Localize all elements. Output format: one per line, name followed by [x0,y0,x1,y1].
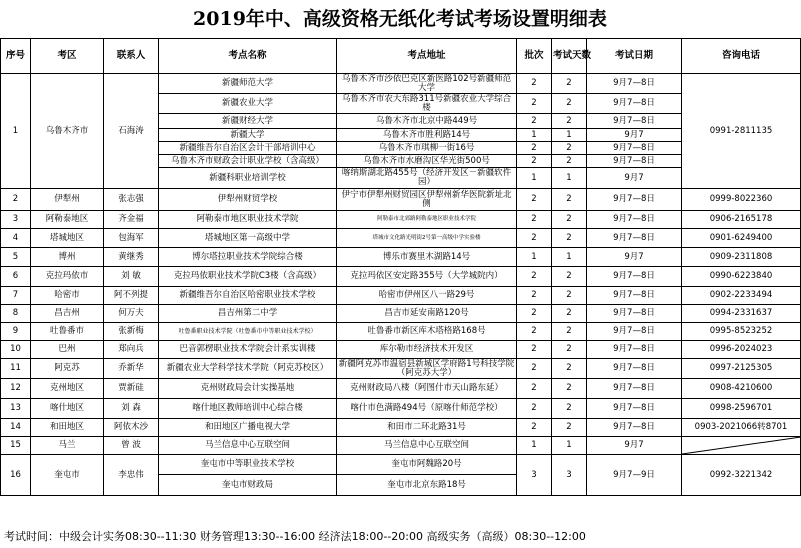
table-row [1,323,801,341]
cell-date: 9月7—8日 [587,211,682,229]
cell-date: 9月7—8日 [587,399,682,419]
cell-phone: 0909-2311808 [682,248,801,267]
table-header-row [1,39,801,74]
cell-site-addr: 乌鲁木齐市琪柳一街16号 [337,142,517,155]
cell-site-name: 塔城地区第一高级中学 [159,229,337,248]
cell-phone: 0996-2024023 [682,341,801,359]
cell-days: 3 [552,455,587,496]
cell-area: 克拉玛依市 [31,267,104,287]
cell-days: 2 [552,94,587,114]
cell-days: 2 [552,142,587,155]
table-row [1,359,801,379]
header-phone: 咨询电话 [682,39,801,74]
cell-phone: 0902-2233494 [682,287,801,305]
cell-days: 2 [552,155,587,168]
table-row [1,229,801,248]
cell-date: 9月7 [587,168,682,189]
cell-days: 1 [552,437,587,455]
cell-site-name: 克拉玛依职业技术学院C3楼（含高级） [159,267,337,287]
cell-area: 哈密市 [31,287,104,305]
cell-batch: 2 [517,379,552,399]
cell-batch: 2 [517,142,552,155]
cell-days: 2 [552,419,587,437]
cell-phone: 0994-2331637 [682,305,801,323]
table-row [1,189,801,211]
cell-date: 9月7—9日 [587,455,682,496]
cell-batch: 2 [517,155,552,168]
cell-batch: 1 [517,168,552,189]
cell-site-addr: 昌吉市延安南路120号 [337,305,517,323]
header-contact: 联系人 [104,39,159,74]
header-date: 考试日期 [587,39,682,74]
page-title: 2019年中、高级资格无纸化考试考场设置明细表 [193,8,607,30]
cell-site-addr: 乌鲁木齐市沙依巴克区新医路102号新疆师范大学 [337,74,517,94]
cell-site-addr: 阿勒泰市北郊路阿勒泰地区职业技术学院 [337,211,517,229]
cell-contact: 何万夫 [104,305,159,323]
cell-site-addr: 和田市二环北路31号 [337,419,517,437]
header-days: 考试天数 [552,39,587,74]
cell-site-addr: 乌鲁木齐市北京中路449号 [337,114,517,129]
cell-date: 9月7—8日 [587,267,682,287]
cell-contact: 刘 敏 [104,267,159,287]
cell-date: 9月7—8日 [587,189,682,211]
cell-days: 1 [552,168,587,189]
cell-days: 2 [552,189,587,211]
cell-seq: 7 [1,287,31,305]
cell-site-name: 奎屯市财政局 [159,475,337,496]
cell-contact: 曾 波 [104,437,159,455]
cell-site-name: 新疆大学 [159,129,337,142]
cell-batch: 2 [517,359,552,379]
cell-batch: 1 [517,129,552,142]
cell-days: 2 [552,267,587,287]
table-row [1,211,801,229]
cell-date: 9月7—8日 [587,155,682,168]
cell-site-addr: 奎屯市阿魏路20号 [337,455,517,475]
table-row [1,379,801,399]
cell-area: 克州地区 [31,379,104,399]
cell-seq: 8 [1,305,31,323]
cell-seq: 12 [1,379,31,399]
cell-batch: 2 [517,114,552,129]
cell-site-addr: 喀什市色满路494号（原喀什师范学校） [337,399,517,419]
cell-seq: 4 [1,229,31,248]
cell-batch: 2 [517,399,552,419]
cell-contact: 齐金福 [104,211,159,229]
cell-contact: 李忠伟 [104,455,159,496]
exam-time-note: 考试时间：中级会计实务08:30--11:30 财务管理13:30--16:00 经济法18:00--20:00 高级实务（高级）08:30--12:00 [4,530,586,543]
cell-batch: 2 [517,211,552,229]
cell-seq: 15 [1,437,31,455]
header-area: 考区 [31,39,104,74]
table-row [1,399,801,419]
table-row [1,267,801,287]
cell-days: 1 [552,248,587,267]
cell-batch: 2 [517,189,552,211]
cell-batch: 1 [517,248,552,267]
cell-batch: 2 [517,287,552,305]
cell-batch: 2 [517,419,552,437]
cell-area: 塔城地区 [31,229,104,248]
table-row [1,305,801,323]
cell-site-addr: 库尔勒市经济技术开发区 [337,341,517,359]
header-seq: 序号 [1,39,31,74]
cell-site-name: 奎屯市中等职业技术学校 [159,455,337,475]
cell-site-name: 克州财政局会计实操基地 [159,379,337,399]
cell-seq: 13 [1,399,31,419]
cell-site-name: 新疆农业大学科学技术学院（阿克苏校区） [159,359,337,379]
cell-area: 奎屯市 [31,455,104,496]
cell-site-name: 博尔塔拉职业技术学院综合楼 [159,248,337,267]
cell-days: 2 [552,399,587,419]
cell-phone: 0990-6223840 [682,267,801,287]
cell-date: 9月7 [587,437,682,455]
cell-date: 9月7—8日 [587,287,682,305]
cell-area: 博州 [31,248,104,267]
cell-contact: 黄继秀 [104,248,159,267]
cell-contact: 石海涛 [104,74,159,189]
cell-seq: 3 [1,211,31,229]
cell-date: 9月7—8日 [587,142,682,155]
cell-site-addr: 伊宁市伊犁州财贸园区伊犁州新华医院新址北侧 [337,189,517,211]
cell-site-name: 喀什地区教师培训中心综合楼 [159,399,337,419]
cell-contact: 阿不列提 [104,287,159,305]
cell-seq: 9 [1,323,31,341]
cell-batch: 2 [517,305,552,323]
table-row [1,341,801,359]
cell-area: 和田地区 [31,419,104,437]
cell-seq: 10 [1,341,31,359]
header-site-addr: 考点地址 [337,39,517,74]
cell-seq: 6 [1,267,31,287]
table-row [1,419,801,437]
cell-contact: 张新梅 [104,323,159,341]
cell-days: 2 [552,323,587,341]
cell-phone: 0997-2125305 [682,359,801,379]
table-row [1,455,801,475]
cell-days: 2 [552,229,587,248]
diagonal-line [682,437,801,454]
cell-contact: 贾新硅 [104,379,159,399]
cell-site-addr: 吐鲁番市新区库木塔格路168号 [337,323,517,341]
cell-days: 1 [552,129,587,142]
cell-days: 2 [552,359,587,379]
cell-date: 9月7—8日 [587,341,682,359]
cell-days: 2 [552,341,587,359]
cell-days: 2 [552,305,587,323]
cell-site-name: 吐鲁番职业技术学院（吐鲁番市中等职业技术学校） [159,323,337,341]
cell-contact: 阿依木沙 [104,419,159,437]
cell-date: 9月7—8日 [587,114,682,129]
table-row [1,74,801,94]
cell-area: 阿勒泰地区 [31,211,104,229]
cell-seq: 11 [1,359,31,379]
cell-phone: 0999-8022360 [682,189,801,211]
cell-phone: 0992-3221342 [682,455,801,496]
cell-phone: 0998-2596701 [682,399,801,419]
cell-days: 2 [552,74,587,94]
cell-area: 喀什地区 [31,399,104,419]
cell-batch: 2 [517,341,552,359]
cell-date: 9月7—8日 [587,305,682,323]
cell-phone: 0906-2165178 [682,211,801,229]
cell-date: 9月7 [587,129,682,142]
cell-phone: 0995-8523252 [682,323,801,341]
cell-batch: 1 [517,437,552,455]
cell-date: 9月7 [587,248,682,267]
cell-batch: 2 [517,267,552,287]
cell-site-name: 巴音郭楞职业技术学院会计系实训楼 [159,341,337,359]
cell-site-name: 昌吉州第二中学 [159,305,337,323]
cell-phone: 0908-4210600 [682,379,801,399]
cell-area: 昌吉州 [31,305,104,323]
cell-site-addr: 克州财政局八楼（阿图什市天山路东延） [337,379,517,399]
cell-days: 2 [552,287,587,305]
cell-contact: 包海军 [104,229,159,248]
cell-contact: 郑向兵 [104,341,159,359]
cell-batch: 2 [517,74,552,94]
cell-phone: 0991-2811135 [682,74,801,189]
cell-phone: 0903-2021066转8701 [682,419,801,437]
cell-seq: 1 [1,74,31,189]
header-batch: 批次 [517,39,552,74]
cell-seq: 5 [1,248,31,267]
cell-site-addr: 新疆阿克苏市温宿县新城区学府路1号科技学院（阿克苏大学） [337,359,517,379]
cell-seq: 2 [1,189,31,211]
cell-site-addr: 塔城市文化路光明街2号第一高级中学实验楼 [337,229,517,248]
cell-site-name: 新疆师范大学 [159,74,337,94]
cell-date: 9月7—8日 [587,323,682,341]
cell-site-name: 伊犁州财贸学校 [159,189,337,211]
cell-batch: 3 [517,455,552,496]
cell-date: 9月7—8日 [587,94,682,114]
cell-site-addr: 克拉玛依区安定路355号（大学城院内） [337,267,517,287]
cell-site-name: 和田地区广播电视大学 [159,419,337,437]
cell-date: 9月7—8日 [587,359,682,379]
cell-days: 2 [552,114,587,129]
cell-contact: 乔新华 [104,359,159,379]
cell-site-name: 乌鲁木齐市财政会计职业学校（含高级） [159,155,337,168]
cell-site-addr: 马兰信息中心互联空间 [337,437,517,455]
table-row [1,248,801,267]
cell-area: 伊犁州 [31,189,104,211]
cell-site-name: 马兰信息中心互联空间 [159,437,337,455]
cell-site-addr: 奎屯市北京东路18号 [337,475,517,496]
cell-area: 巴州 [31,341,104,359]
cell-site-addr: 哈密市伊州区八一路29号 [337,287,517,305]
cell-seq: 14 [1,419,31,437]
cell-days: 2 [552,211,587,229]
cell-batch: 2 [517,323,552,341]
cell-batch: 2 [517,94,552,114]
cell-site-addr: 博乐市赛里木湖路14号 [337,248,517,267]
cell-phone-empty [682,437,801,455]
cell-phone: 0901-6249400 [682,229,801,248]
cell-contact: 张志强 [104,189,159,211]
cell-site-name: 新疆维吾尔自治区哈密职业技术学校 [159,287,337,305]
cell-site-name: 阿勒泰市地区职业技术学院 [159,211,337,229]
cell-contact: 刘 森 [104,399,159,419]
cell-site-name: 新疆维吾尔自治区会计干部培训中心 [159,142,337,155]
cell-site-addr: 乌鲁木齐市胜利路14号 [337,129,517,142]
cell-area: 乌鲁木齐市 [31,74,104,189]
table-row [1,437,801,455]
cell-date: 9月7—8日 [587,229,682,248]
cell-date: 9月7—8日 [587,379,682,399]
cell-days: 2 [552,379,587,399]
table-row [1,287,801,305]
cell-site-name: 新疆科职业培训学校 [159,168,337,189]
cell-seq: 16 [1,455,31,496]
cell-site-addr: 喀纳斯湖北路455号（经济开发区－新疆软件园） [337,168,517,189]
cell-batch: 2 [517,229,552,248]
cell-site-name: 新疆农业大学 [159,94,337,114]
cell-date: 9月7—8日 [587,74,682,94]
cell-date: 9月7—8日 [587,419,682,437]
cell-site-addr: 乌鲁木齐市水磨沟区华光街500号 [337,155,517,168]
cell-site-name: 新疆财经大学 [159,114,337,129]
exam-site-table [0,38,801,496]
cell-area: 阿克苏 [31,359,104,379]
cell-area: 马兰 [31,437,104,455]
header-site-name: 考点名称 [159,39,337,74]
cell-site-addr: 乌鲁木齐市农大东路311号新疆农业大学综合楼 [337,94,517,114]
cell-area: 吐鲁番市 [31,323,104,341]
